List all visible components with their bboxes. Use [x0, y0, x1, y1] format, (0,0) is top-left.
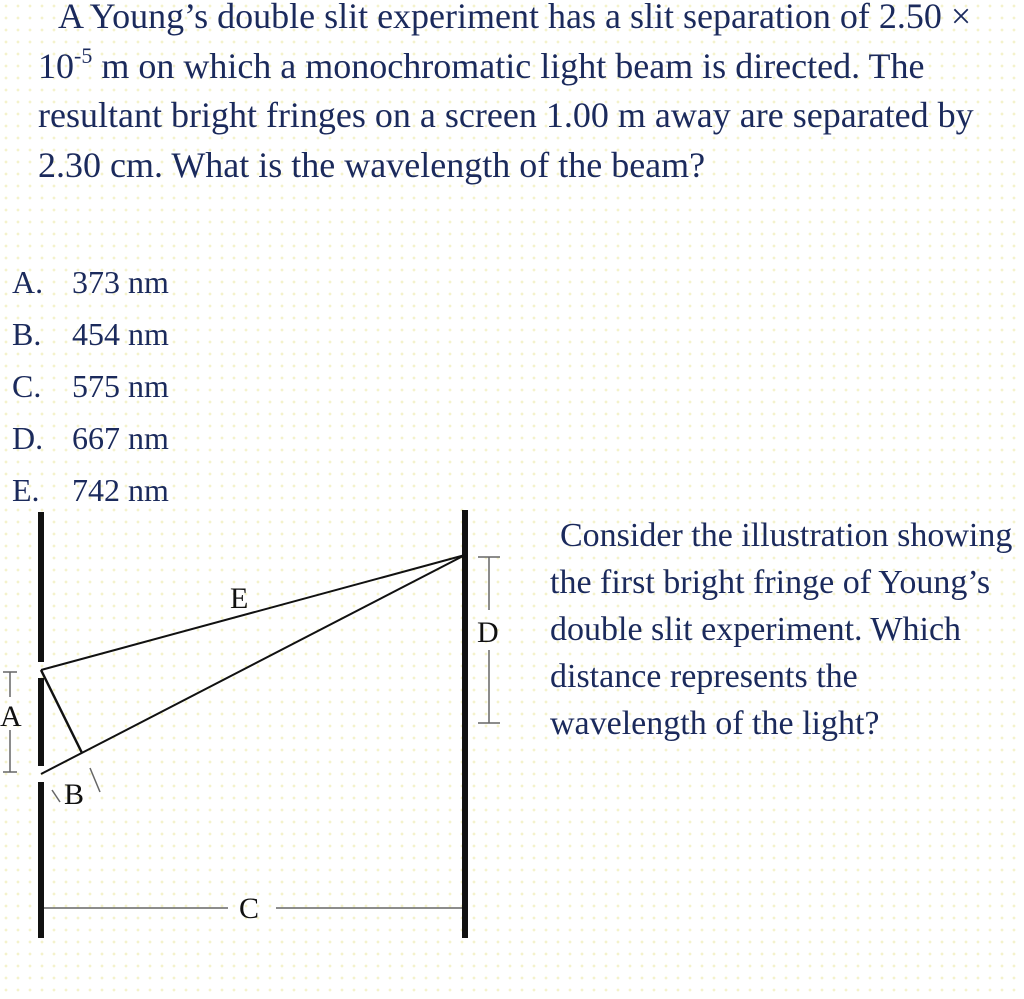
choice-letter: D. [12, 420, 44, 456]
label-c: C [239, 892, 260, 925]
slit-separation-exponent: -5 [74, 42, 93, 68]
slit-separation-mantissa: 2.50 × 10 [38, 0, 972, 86]
choice-text: 575 nm [72, 368, 169, 404]
choice-letter: A. [12, 264, 44, 300]
ray-lower [41, 555, 465, 774]
marker-b-right [90, 768, 100, 792]
choice-text: 742 nm [72, 472, 169, 508]
choice-a [12, 260, 169, 312]
label-a: A [0, 700, 22, 733]
question-text [38, 0, 1018, 190]
question-line-1: A Young’s double slit experiment has a slit separation of [58, 0, 870, 36]
double-slit-diagram [0, 500, 540, 960]
choice-letter: E. [12, 472, 40, 508]
choice-b [12, 312, 169, 364]
marker-b-left [52, 790, 60, 802]
choice-text: 454 nm [72, 316, 169, 352]
ray-upper [41, 555, 465, 670]
choice-letter: B. [12, 316, 42, 352]
choice-c [12, 364, 169, 416]
choice-letter: C. [12, 368, 42, 404]
choice-d [12, 416, 169, 468]
path-difference-perpendicular [41, 670, 82, 753]
choice-text: 373 nm [72, 264, 169, 300]
question-rest: m on which a monochromatic light beam is directed. The resultant bright fringes on a screen 1.00 m away are separated by 2.30 cm. What is the wavelength of the beam? [38, 45, 974, 185]
choice-text: 667 nm [72, 420, 169, 456]
answer-choices [12, 260, 169, 520]
label-d: D [477, 616, 499, 649]
label-e: E [230, 582, 249, 615]
label-b: B [64, 778, 85, 811]
side-question-text: Consider the illustration showing the first bright fringe of Young’s double slit experiment. Which distance represents the wavelength of the light? [550, 517, 1013, 742]
